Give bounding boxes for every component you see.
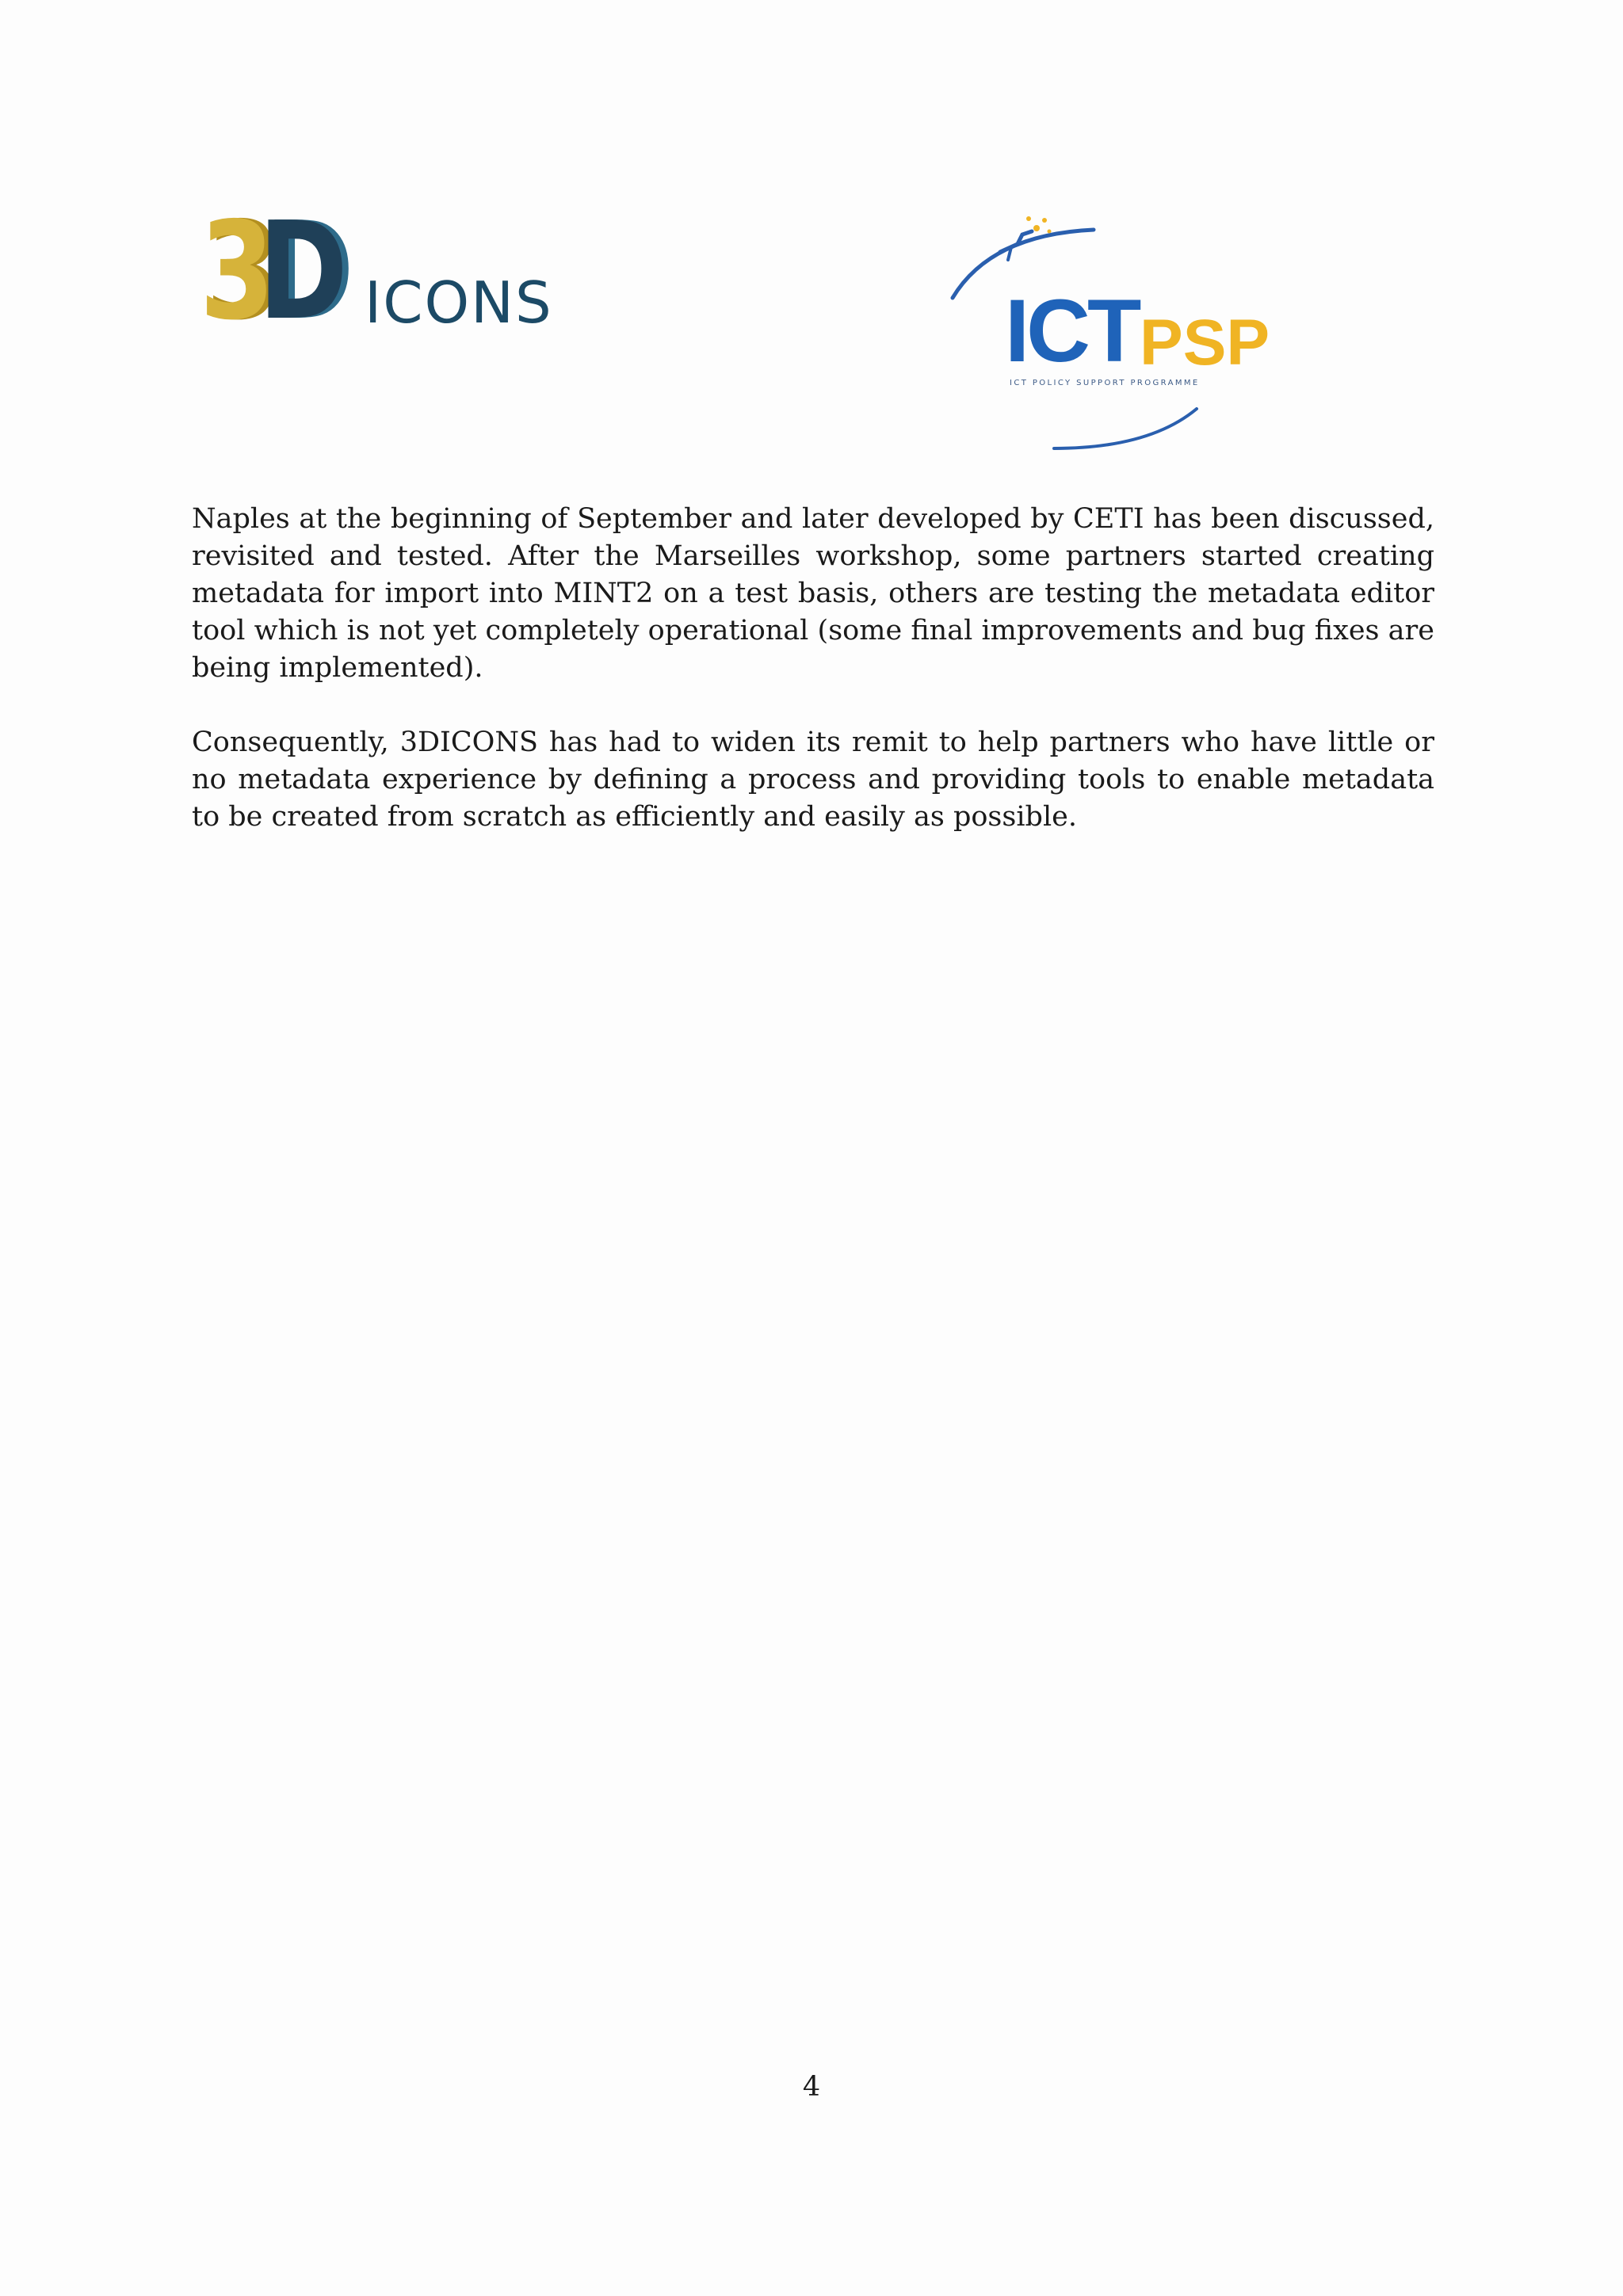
paragraph: Naples at the beginning of September and later developed by CETI has been discussed, revisited and tested. After the Marseilles workshop, some partners started creating metadata for import into MINT2 on a test basis, others are testing the metadata editor tool which is not yet completely operational (some final improvements and bug fixes are being implemented). [192, 503, 1434, 684]
paragraph: Consequently, 3DICONS has had to widen its remit to help partners who have little or no metadata experience by defining a process and providing tools to enable metadata to be created from scratch as efficiently and easily as possible. [192, 727, 1434, 833]
page-number: 4 [802, 2071, 821, 2103]
logo-tagline: ICT POLICY SUPPORT PROGRAMME [1010, 379, 1200, 387]
ictpsp-logo [935, 211, 1300, 464]
logo-psp-text: PSP [1140, 307, 1270, 379]
logo-ict-text: ICT [1005, 281, 1139, 380]
logo-word-icons: ICONS [365, 269, 553, 336]
logo-numeral-3: 3 [200, 193, 266, 350]
logo-letter-d: D [258, 193, 348, 350]
body-text [192, 501, 1434, 873]
3dicons-logo [200, 193, 564, 350]
